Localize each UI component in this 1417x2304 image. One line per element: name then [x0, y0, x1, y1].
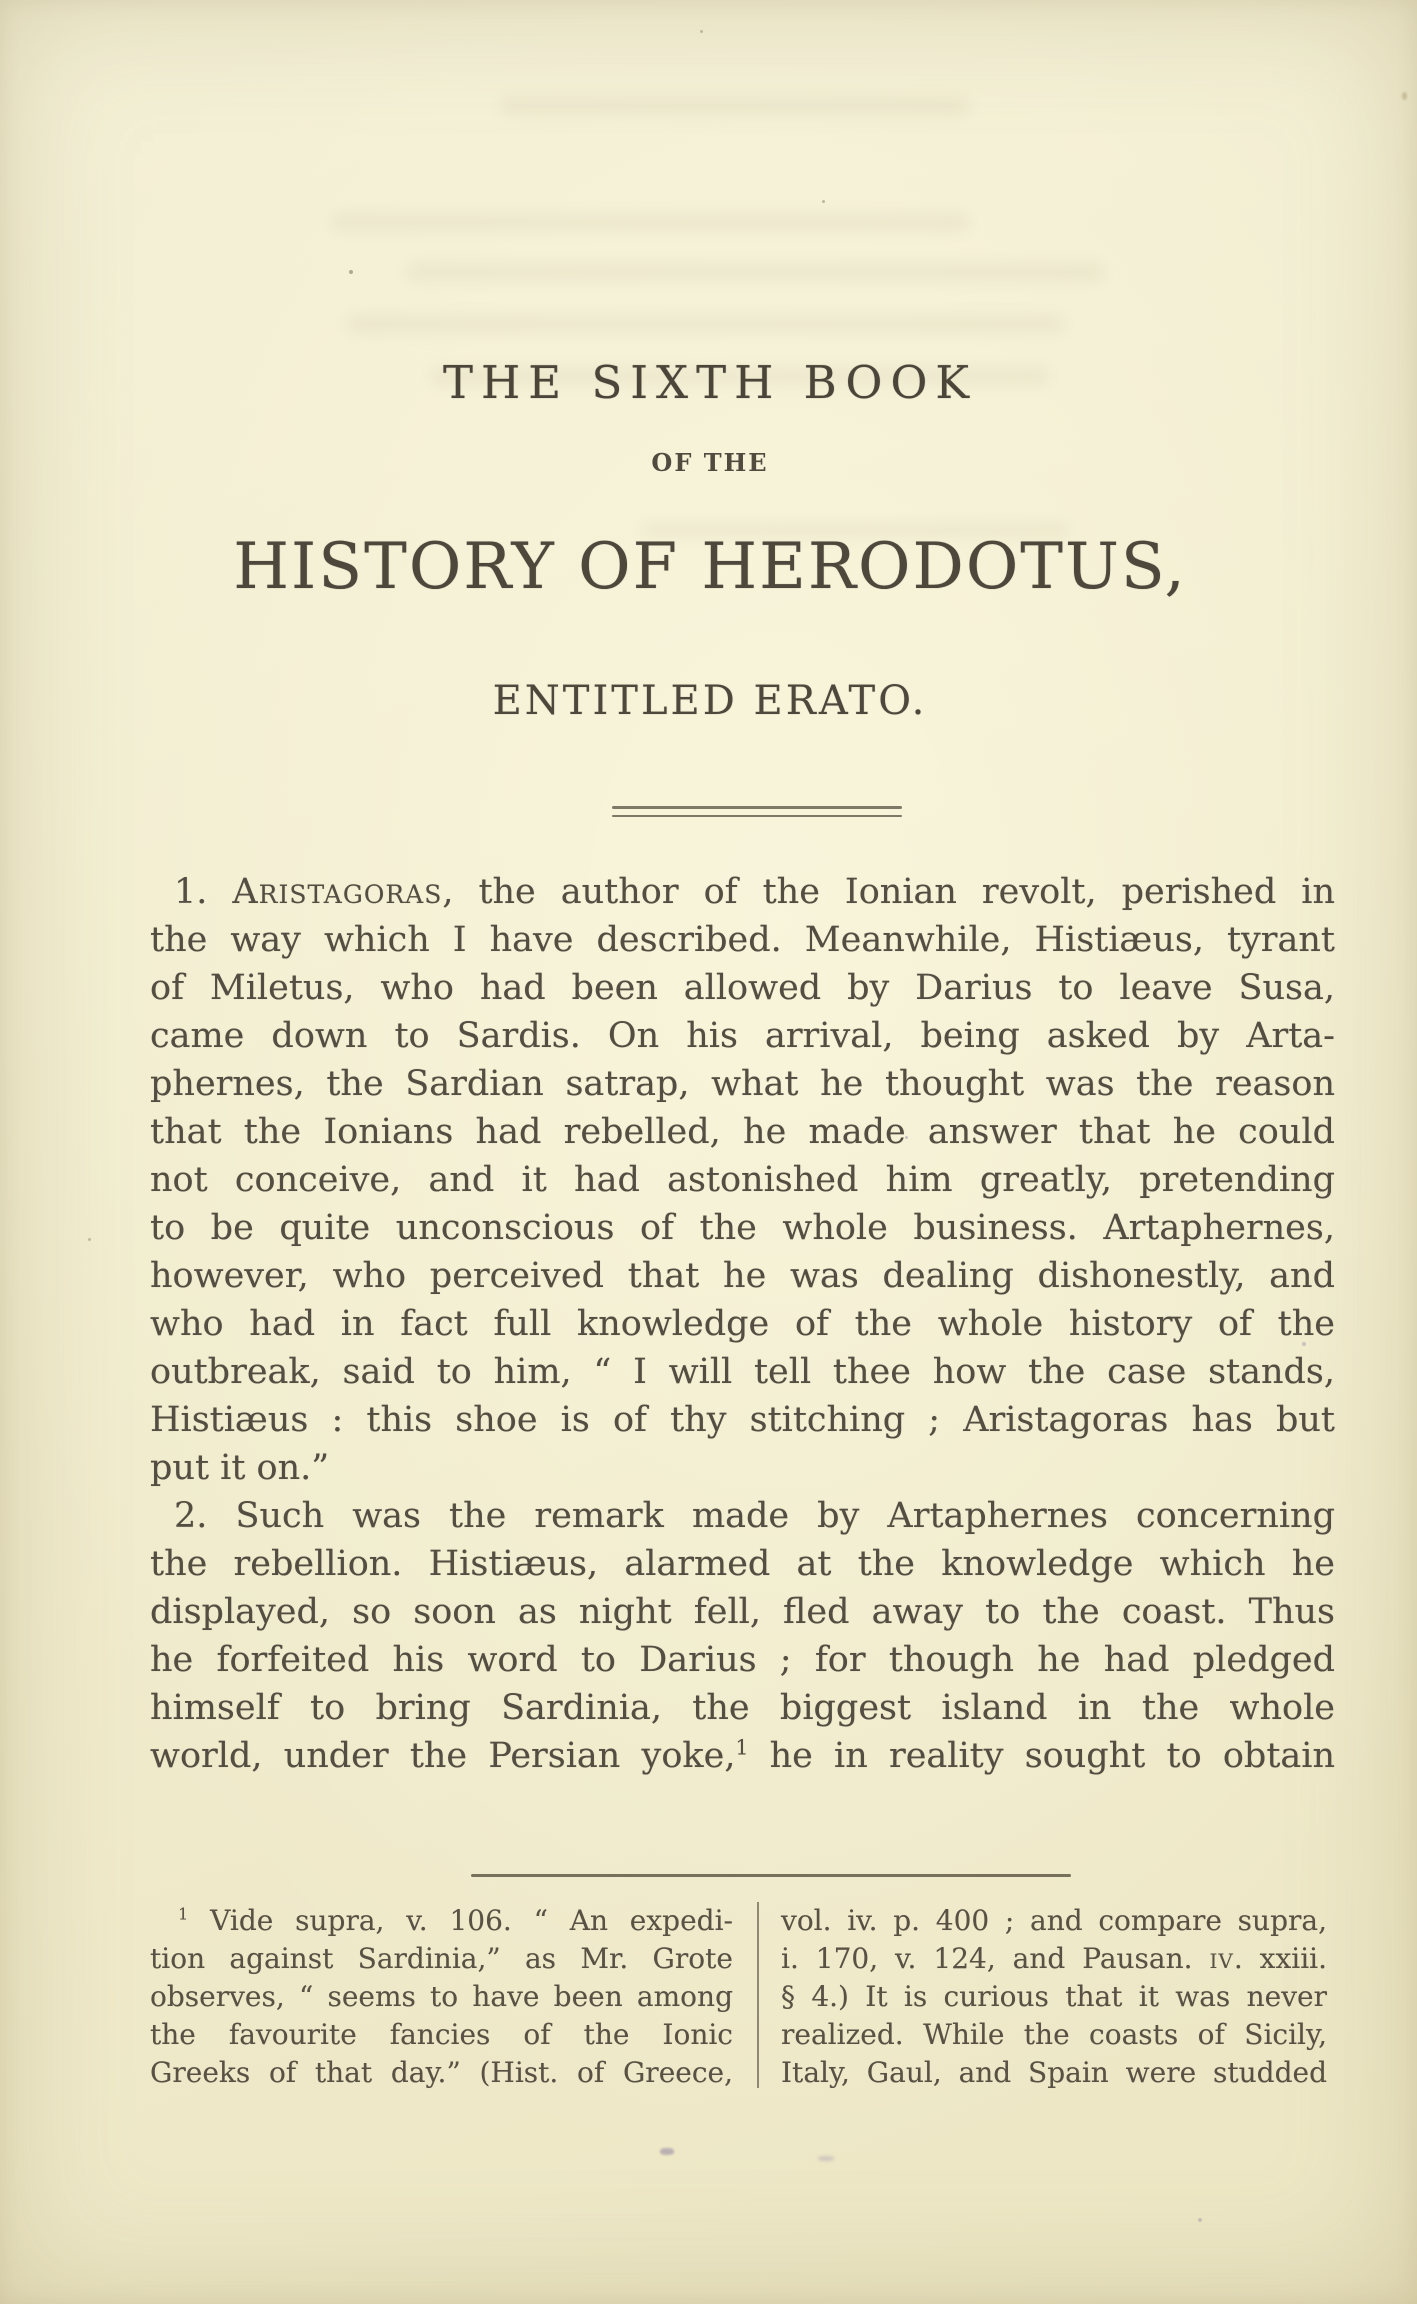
paper-speck	[1402, 92, 1407, 100]
text-line: observes, “ seems to have been among	[150, 1980, 733, 2013]
text-line: § 4.) It is curious that it was never	[781, 1980, 1327, 2013]
paper-speck	[822, 200, 825, 203]
text-line: tion against Sardinia,” as Mr. Grote	[150, 1942, 733, 1975]
showthrough-line	[345, 314, 1065, 334]
text-line: the favourite fancies of the Ionic	[150, 2018, 733, 2051]
footnote-column-left	[150, 1902, 733, 2092]
text-line: not conceive, and it had astonished him greatly, pretending	[150, 1160, 1335, 1200]
text-line: realized. While the coasts of Sicily,	[781, 2018, 1327, 2051]
small-caps-text: iv	[1209, 1942, 1234, 1975]
paragraph-2	[150, 1492, 1335, 1780]
section-divider-rule	[612, 806, 902, 817]
paper-speck	[700, 30, 703, 33]
body-text	[150, 868, 1335, 1780]
text-line: Italy, Gaul, and Spain were studded	[781, 2056, 1327, 2089]
footnote-separator-rule	[471, 1874, 1071, 1877]
divider-line-top	[612, 806, 902, 809]
text-line: himself to bring Sardinia, the biggest island in the whole	[150, 1688, 1335, 1728]
text-line: outbreak, said to him, “ I will tell thee how the case stands,	[150, 1352, 1335, 1392]
book-number-title: THE SIXTH BOOK	[443, 356, 977, 409]
small-caps-text: Aristagoras	[232, 872, 443, 912]
text-line: that the Ionians had rebelled, he made answer that he could	[150, 1112, 1335, 1152]
text-line: phernes, the Sardian satrap, what he thought was the reason	[150, 1064, 1335, 1104]
text-line: vol. iv. p. 400 ; and compare supra,	[781, 1904, 1327, 1937]
footnote-reference: 1	[178, 1904, 189, 1924]
ink-smudge	[818, 2156, 834, 2161]
text-line: i. 170, v. 124, and Pausan. iv. xxiii.	[781, 1942, 1328, 1975]
text-line: he forfeited his word to Darius ; for though he had pledged	[150, 1640, 1335, 1680]
page-subtitle: ENTITLED ERATO.	[492, 678, 928, 724]
ink-smudge	[660, 2148, 674, 2155]
paper-speck	[905, 1136, 908, 1139]
text-line: of Miletus, who had been allowed by Darius to leave Susa,	[150, 968, 1335, 1008]
showthrough-line	[330, 212, 970, 232]
paper-speck	[1198, 2218, 1202, 2222]
text-line: put it on.”	[150, 1448, 330, 1488]
text-line: Histiæus : this shoe is of thy stitching ; Aristagoras has but	[150, 1400, 1335, 1440]
showthrough-line	[405, 262, 1105, 282]
of-the-label: OF THE	[651, 448, 769, 477]
paper-speck	[1302, 1342, 1306, 1346]
text-line: world, under the Persian yoke,$^1$ he in reality sought to obtain	[150, 1735, 1335, 1776]
text-line: displayed, so soon as night fell, fled away to the coast. Thus	[150, 1592, 1335, 1632]
paper-speck	[88, 1238, 91, 1241]
text-line: Greeks of that day.” (Hist. of Greece,	[150, 2056, 733, 2089]
divider-line-bottom	[612, 815, 902, 817]
text-line: however, who perceived that he was dealing dishonestly, and	[150, 1256, 1335, 1296]
paper-speck	[349, 270, 353, 274]
footnote-column-right	[781, 1902, 1327, 2092]
showthrough-line	[500, 96, 970, 116]
paragraph-1	[150, 868, 1335, 1492]
text-line: 2. Such was the remark made by Artaphernes concerning	[174, 1496, 1335, 1536]
page-title: HISTORY OF HERODOTUS,	[233, 530, 1187, 604]
text-line: the rebellion. Histiæus, alarmed at the knowledge which he	[150, 1544, 1335, 1584]
text-line: to be quite unconscious of the whole business. Artaphernes,	[150, 1208, 1335, 1248]
text-line: 1. Aristagoras, the author of the Ionian revolt, perished in	[174, 872, 1335, 912]
text-line: the way which I have described. Meanwhile, Histiæus, tyrant	[150, 920, 1335, 960]
text-line: came down to Sardis. On his arrival, being asked by Arta-	[150, 1016, 1335, 1056]
text-line: $^1$ Vide supra, v. 106. “ An expedi-	[178, 1904, 733, 1937]
footnote-column-divider	[757, 1902, 759, 2088]
footnote-reference: 1	[735, 1735, 749, 1760]
text-line: who had in fact full knowledge of the whole history of the	[150, 1304, 1335, 1344]
